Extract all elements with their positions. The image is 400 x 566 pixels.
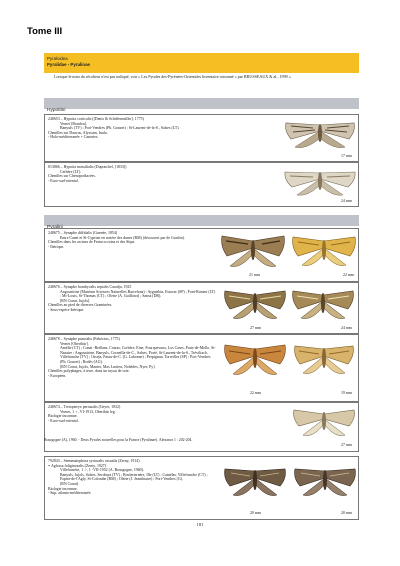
moth-photo (283, 117, 357, 153)
moth-photo (223, 340, 287, 380)
moth-photo (283, 165, 357, 199)
scale-label: 22 mm (250, 391, 261, 395)
species-line: [RN Conat]. (60, 481, 80, 486)
species-entry (44, 282, 359, 334)
species-text (48, 337, 216, 378)
species-line: Chenilles sur Daucus, Alyssum, Inula. (48, 130, 108, 135)
section-header-pyralini (44, 215, 359, 226)
page-number: 181 (196, 522, 204, 527)
section-title: Hypotiini (47, 108, 66, 113)
family-header (44, 53, 359, 73)
species-line: - Sous-espèce ibérique. (48, 307, 85, 312)
species-line: = Aglossa fuliginosalis (Zerny, 1927) (48, 463, 107, 468)
footnote: Bourgogne (A), 1960. - Deux Pyrales nouvelles pour la France (Pyralinae). Alexanor 1 : 202-204. (44, 438, 193, 442)
species-line: - Européen. (48, 373, 67, 378)
species-line: 248676 – Synaphe bombycalis septalis Caradja, 1925 (48, 285, 132, 289)
page-title: Tome III (27, 26, 63, 37)
moth-photo (220, 232, 286, 272)
species-line: Vernet, 1 ♀, VI-1913, Oberthür leg. (60, 409, 116, 414)
species-line: - Holo-méditerranée + Canaries. (48, 135, 99, 140)
family-header-superfamily: Pyraloidea (47, 56, 68, 61)
scale-label: 24 mm (341, 326, 352, 330)
species-line: Vernet [Oberthür]. (60, 341, 89, 346)
species-line: [RN Conat, Jujols]. (60, 298, 91, 303)
species-text (48, 459, 216, 496)
species-line: Angoustrine (Muséum Sciences Naturelles Barcelona) ; Aygatebia, Estavar (SP) ; Font-Romeu (LT) ; Mt-Louis, St-Thomas (CT) ; Olette (A. Guillotot) ; Sansa (DB). (60, 289, 216, 299)
species-entry (44, 402, 359, 452)
species-line: Chenilles polyphages, à terre, dans un tuyau de soie. (48, 369, 130, 374)
scale-label: 20 mm (341, 511, 352, 515)
species-line: 248653 – Hypotia corticalis ([Denis & Schiffermüller], 1775) (48, 117, 144, 121)
species-line: - Euro-sud-oriental. (48, 418, 79, 423)
scale-label: 24 mm (341, 199, 352, 203)
moth-photo (293, 463, 357, 501)
species-line: Cerbère (LT). (60, 169, 82, 174)
scale-label: 19 mm (341, 391, 352, 395)
section-header-hypotiini (44, 98, 359, 113)
species-line: Biologie inconnue. (48, 414, 78, 419)
species-line: - Ibérique. (48, 244, 65, 249)
species-line: Amélie (CT) ; Conat -Betllans, Caixas, Corbère, Eine, Fourquevaux, Los Cases, Prats-de-Mollo, St-Nazaire ; Angoustrine, Banyuls, Corneilla-de-C., Salses, Portè, St-Laurent-de-la-S., Tréviliach, Villefranche (TV) ; Osséja, Patau-de-C. (G. Labonne) ; Perpignan, Torreilles (SP) ; Port-Vendres (Ph. Gonzet) ; Rodès (AG). (60, 346, 216, 364)
moth-photo (223, 463, 287, 501)
moth-photo (291, 406, 357, 440)
species-line: Chenilles sur Chenopodiacées. (48, 174, 96, 179)
species-line: Banyuls, Jujols, Salses, Serdinya (TV) ; Boulerternère, Ille (LT) ; Camélas, Villefranche (CT) ; Espira-de-l'Agly, St-Colombe (RM) ; Olette (J. Jeanthiaire) ; Port-Vendres (G). (60, 472, 208, 482)
species-entry (44, 456, 359, 520)
species-line: 248675 – Synaphe diffidalis (Guenée, 1854) (48, 231, 118, 235)
species-line: Chenilles au pied de diverses Graminées. (48, 303, 113, 308)
moth-photo (223, 286, 287, 324)
species-text (48, 165, 126, 183)
species-entry (44, 334, 359, 402)
scale-label: 17 mm (341, 154, 352, 158)
species-line: 248674 – Tretopteryx pertusalis (Geyer, 1832) (48, 405, 121, 409)
species-line: 248678 – Synaphe punctalis (Fabricius, 1775) (48, 337, 120, 341)
scale-label: 27 mm (250, 326, 261, 330)
species-line: Entre Canet et St-Cyprien en arrière des dunes (RM) (découvert par de Graslin). (60, 235, 185, 240)
species-line: Vernet [Rondou]. (60, 121, 88, 126)
species-line: Banyuls (TV) ; Port-Vendres (Ph. Gonzet) ; St-Laurent-de-la-S., Salses (LT). (60, 126, 180, 131)
species-entry (44, 114, 359, 162)
species-text (48, 405, 120, 423)
intro-text: Lorsque le nom du récolteur n'est pas indiqué, voir « Les Pyrales des-Pyrénées-Orientales Inventaire raisonné » par BRUSSEAUX & al., 1999 ». (54, 74, 292, 79)
species-line: 792843 – Stemmatophora syriacalis ossualis (Zerny, 1914) (48, 459, 140, 463)
species-entry (44, 228, 359, 282)
moth-photo (291, 232, 357, 272)
scale-label: 20 mm (250, 511, 261, 515)
scale-label: 27 mm (341, 443, 352, 447)
species-text (48, 285, 216, 313)
species-line: 813866 – Hypotia massilialis (Duponchel, [1833]) (48, 165, 127, 169)
species-line: [RN Conat, Jujols, Mantet, Mas Larrieu, Nohèdes, Nyer, Py]. (60, 364, 156, 369)
moth-photo (291, 286, 355, 324)
family-header-family: Pyralidae - Pyralinae (47, 61, 90, 67)
species-line: Biologie inconnue. (48, 486, 78, 491)
scale-label: 22 mm (343, 273, 354, 277)
species-line: Chenilles dans les racines de Festuca ovina et des Stipa. (48, 240, 136, 245)
species-text (48, 117, 179, 140)
scale-label: 21 mm (249, 273, 260, 277)
species-line: - Sup. atlanto-méditerranée. (48, 491, 92, 496)
species-line: Villefranche, 1 ♂, 1 -VII-1952 (A. Bourgogne, 1960). (60, 468, 144, 473)
moth-photo (293, 340, 355, 380)
species-entry (44, 162, 359, 207)
species-line: - Euro-sud-oriental. (48, 178, 79, 183)
species-text (48, 231, 210, 249)
